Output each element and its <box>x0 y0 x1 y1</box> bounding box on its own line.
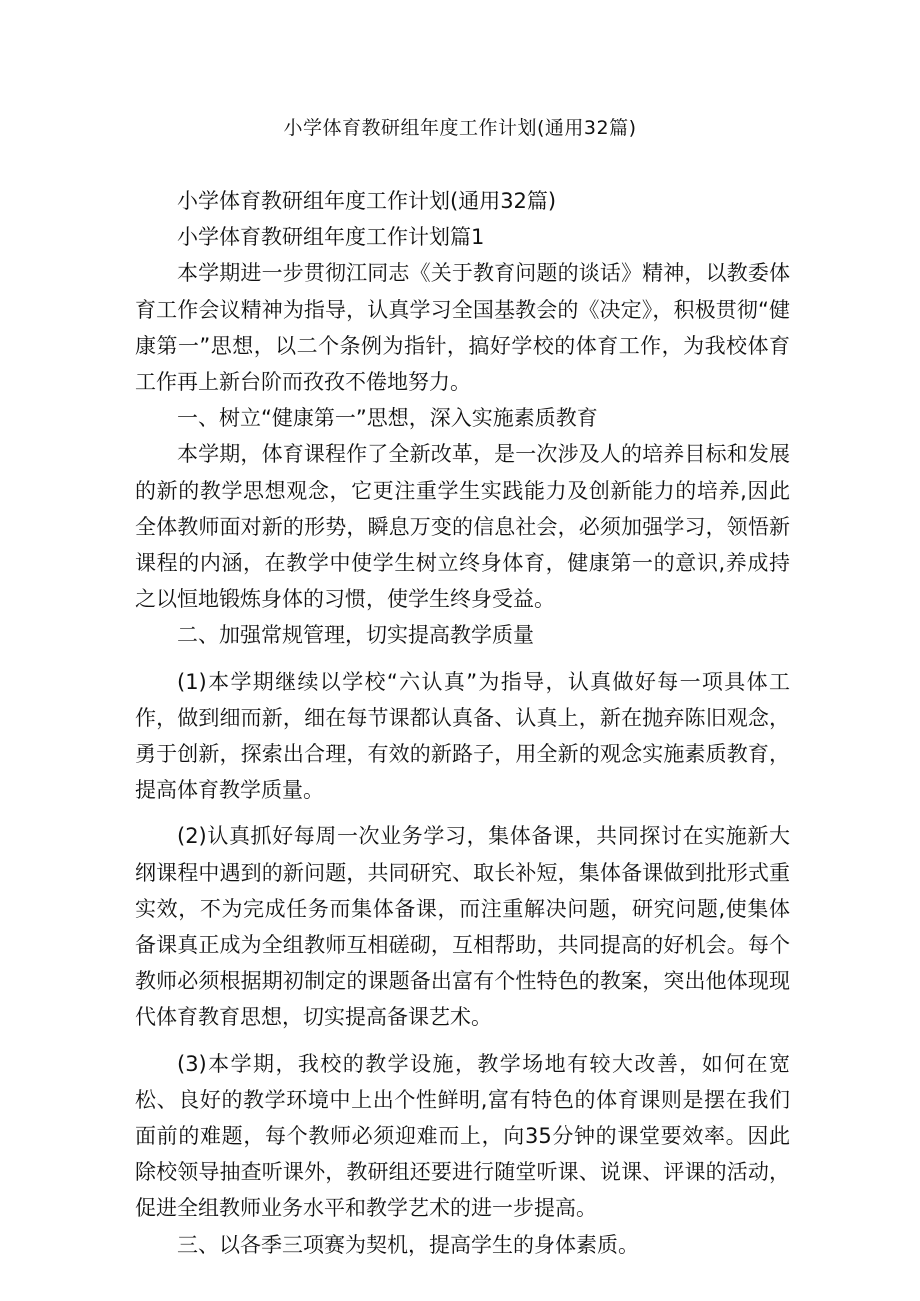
paragraph-item-3: (3)本学期，我校的教学设施，教学场地有较大改善，如何在宽松、良好的教学环境中上出个性鲜明,富有特色的体育课则是摆在我们面前的难题，每个教师必须迎难而上，向35分钟的课堂要效率。因此除校领导抽查听课外，教研组还要进行随堂听课、说课、评课的活动，促进全组教师业务水平和教学艺术的进一步提高。 <box>135 1051 790 1221</box>
paragraph-section-label: 小学体育教研组年度工作计划篇1 <box>177 225 485 250</box>
heading-section-3: 三、以各季三项赛为契机，提高学生的身体素质。 <box>177 1232 639 1257</box>
paragraph-item-2: (2)认真抓好每周一次业务学习，集体备课，共同探讨在实施新大纲课程中遇到的新问题，共同研究、取长补短，集体备课做到批形式重实效，不为完成任务而集体备课，而注重解决问题，研究问题,使集体备课真正成为全组教师互相磋砌，互相帮助，共同提高的好机会。每个教师必须根据期初制定的课题备出富有个性特色的教案，突出他体现现代体育教育思想，切实提高备课艺术。 <box>135 824 790 1030</box>
heading-section-1: 一、树立“健康第一”思想，深入实施素质教育 <box>177 406 598 431</box>
paragraph-section-1-body: 本学期，体育课程作了全新改革，是一次涉及人的培养目标和发展的新的教学思想观念，它更注重学生实践能力及创新能力的培养,因此全体教师面对新的形势，瞬息万变的信息社会，必须加强学习，领悟新课程的内涵，在教学中使学生树立终身体育，健康第一的意识,养成持之以恒地锻炼身体的习惯，使学生终身受益。 <box>135 442 790 612</box>
paragraph-intro: 本学期进一步贯彻江同志《关于教育问题的谈话》精神，以教委体育工作会议精神为指导，认真学习全国基教会的《决定》，积极贯彻“健康第一”思想，以二个条例为指针，搞好学校的体育工作，为我校体育工作再上新台阶而孜孜不倦地努力。 <box>135 261 790 395</box>
document-title: 小学体育教研组年度工作计划(通用32篇) <box>283 117 637 139</box>
heading-section-2: 二、加强常规管理，切实提高教学质量 <box>177 623 534 648</box>
document-body <box>135 183 790 1263</box>
paragraph-subtitle: 小学体育教研组年度工作计划(通用32篇) <box>177 189 557 213</box>
paragraph-item-1: (1)本学期继续以学校“六认真”为指导，认真做好每一项具体工作，做到细而新，细在每节课都认真备、认真上，新在抛弃陈旧观念，勇于创新，探索出合理，有效的新路子，用全新的观念实施素质教育，提高体育教学质量。 <box>135 669 790 803</box>
